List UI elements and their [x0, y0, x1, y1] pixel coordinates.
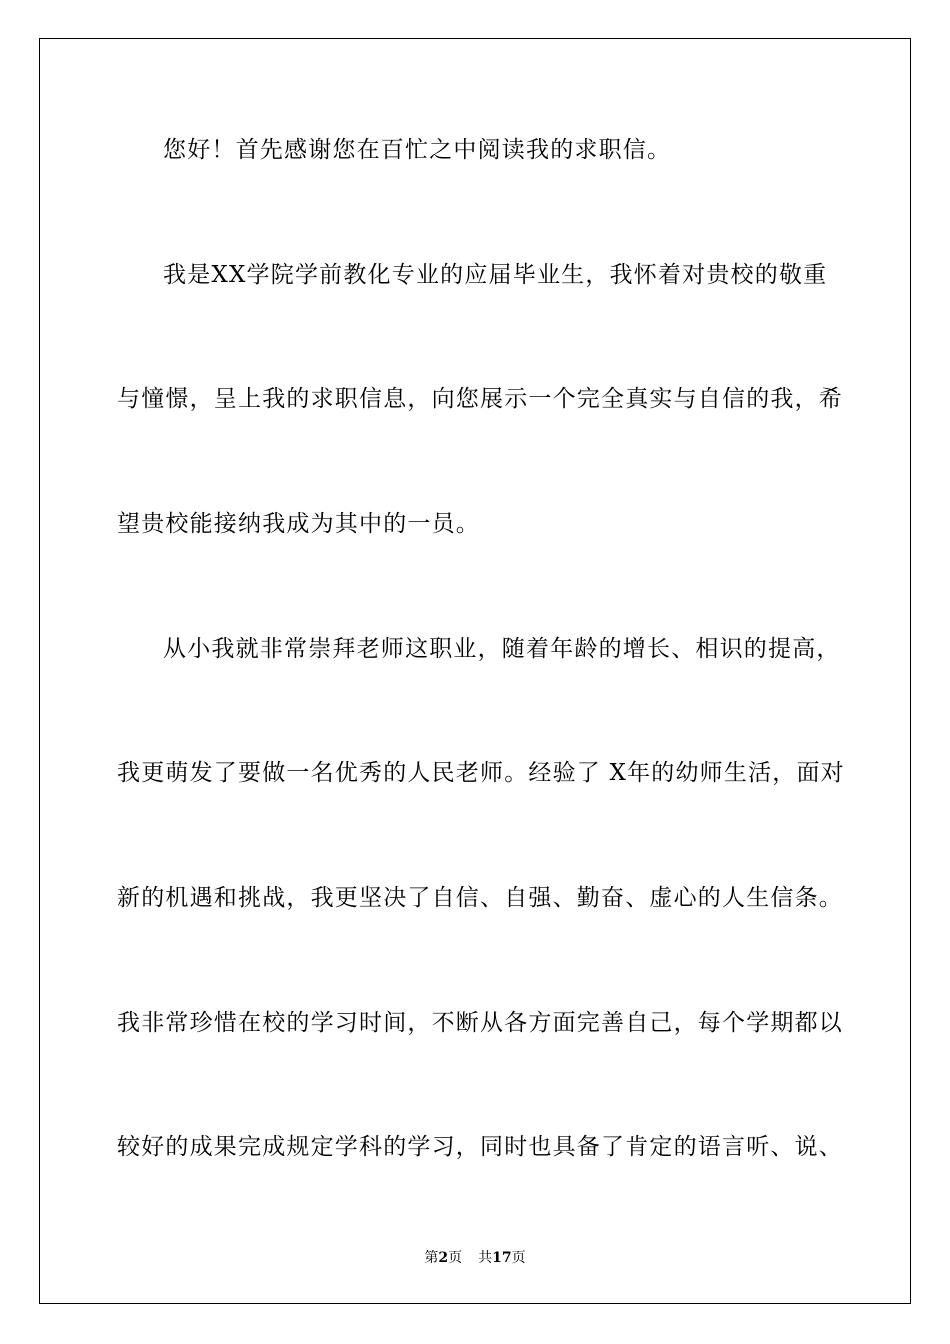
paragraph-line: 我更萌发了要做一名优秀的人民老师。经验了 X年的幼师生活，面对: [117, 760, 845, 786]
paragraph-line: 您好！首先感谢您在百忙之中阅读我的求职信。: [163, 137, 672, 163]
paragraph-line: 望贵校能接纳我成为其中的一员。: [117, 511, 480, 537]
page-border: [39, 38, 911, 1304]
footer-page-prefix: 第: [424, 1250, 439, 1266]
paragraph-line: 我非常珍惜在校的学习时间，不断从各方面完善自己，每个学期都以: [117, 1010, 843, 1036]
footer-total-suffix: 页: [511, 1250, 526, 1266]
page-footer: [0, 1247, 950, 1267]
footer-page-suffix: 页: [448, 1250, 463, 1266]
footer-total-prefix: 共: [478, 1250, 493, 1266]
paragraph-line: 从小我就非常崇拜老师这职业，随着年龄的增长、相识的提高，: [163, 636, 841, 662]
paragraph-line: 与憧憬，呈上我的求职信息，向您展示一个完全真实与自信的我，希: [117, 386, 843, 412]
footer-page-number: 2: [438, 1250, 449, 1266]
paragraph-line: 我是XX学院学前教化专业的应届毕业生，我怀着对贵校的敬重: [163, 262, 828, 288]
footer-total-pages: 17: [492, 1250, 512, 1266]
paragraph-line: 较好的成果完成规定学科的学习，同时也具备了肯定的语言听、说、: [117, 1134, 843, 1160]
paragraph-line: 新的机遇和挑战，我更坚决了自信、自强、勤奋、虚心的人生信条。: [117, 885, 843, 911]
